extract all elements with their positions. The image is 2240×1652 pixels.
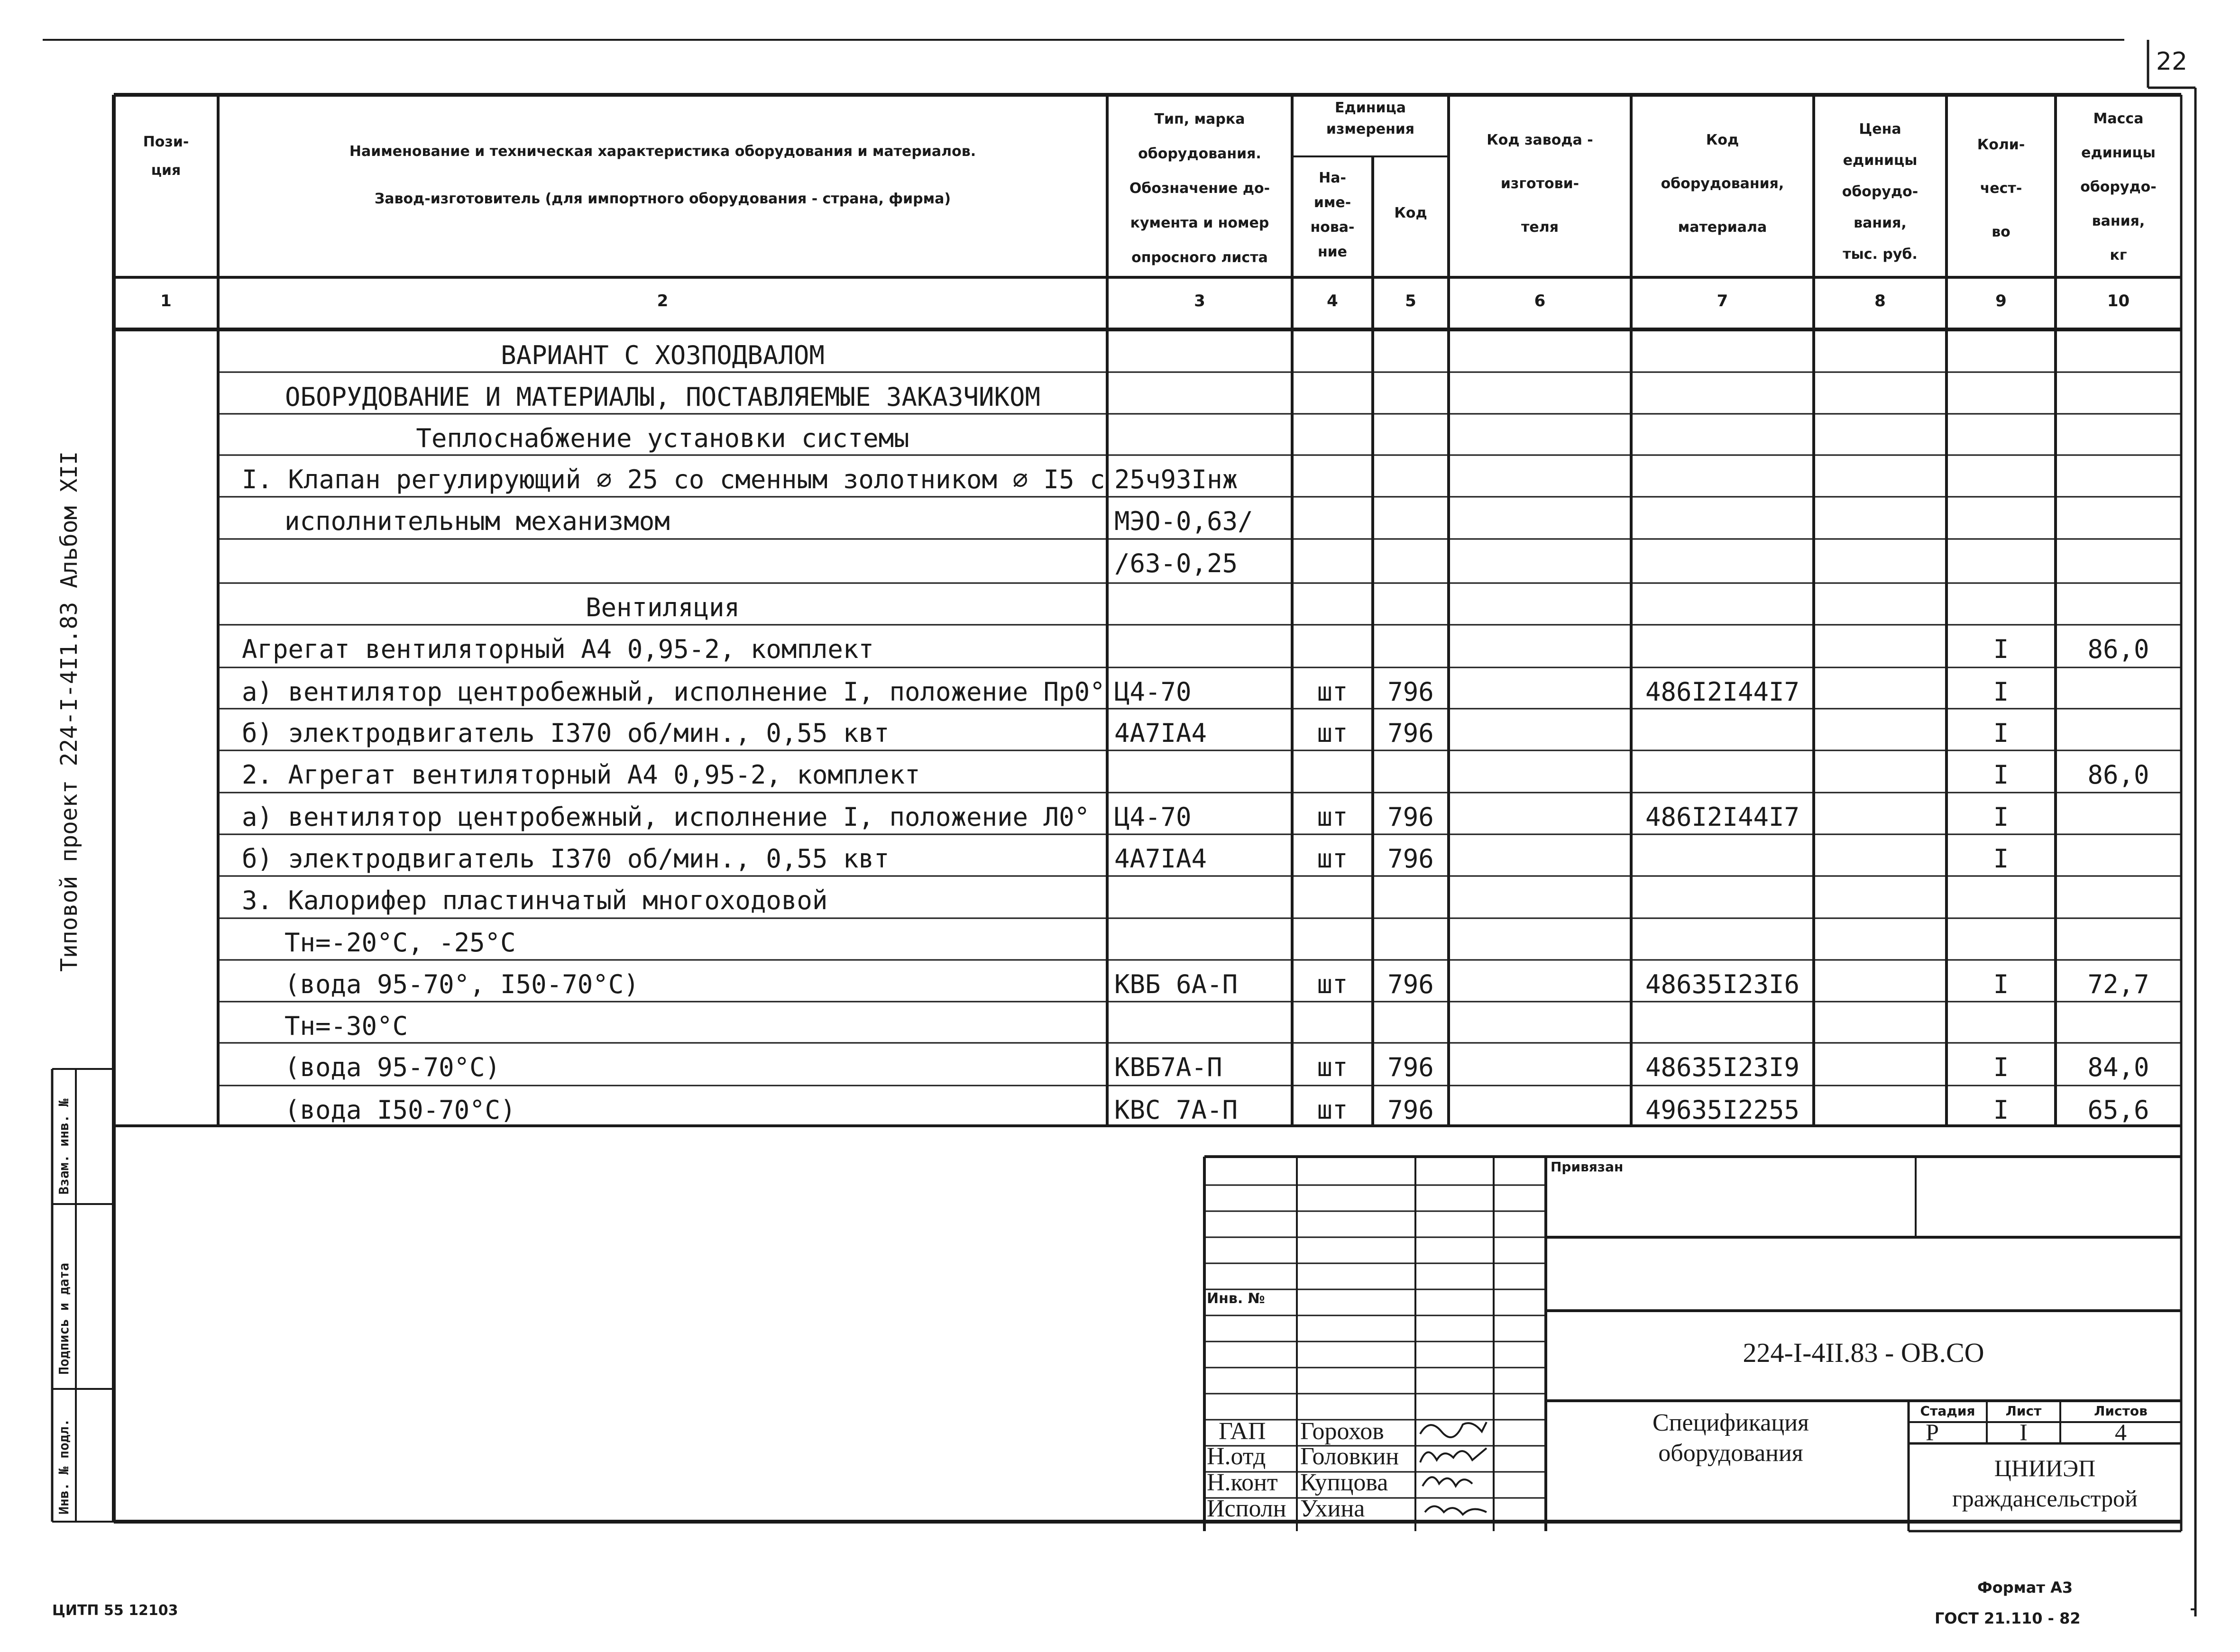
header-position: Пози- ция	[143, 134, 189, 179]
col-number-4: 4	[1327, 292, 1338, 310]
row-name: 2. Агрегат вентиляторный А4 0,95-2, комплект	[242, 760, 920, 790]
footer-left-code: ЦИТП 55 12103	[52, 1602, 178, 1619]
row-unit: шт	[1317, 802, 1348, 832]
row-type: КВБ 6А-П	[1114, 969, 1238, 999]
sheets-value: 4	[2115, 1419, 2127, 1445]
footer-format: Формат А3	[1977, 1579, 2073, 1597]
staff-role-gap: ГАП	[1219, 1418, 1266, 1445]
header-price: Цена единицы оборудо- вания, тыс. руб.	[1842, 121, 1919, 263]
row-mass: 65,6	[2087, 1095, 2149, 1125]
row-type: /63-0,25	[1114, 548, 1238, 578]
side-stamp-inventory: Инв. № подл.	[56, 1418, 72, 1515]
side-stamp-replacement: Взам. инв. №	[56, 1098, 72, 1195]
side-project-label: Типовой проект 224-І-4І1.83 Альбом XII	[56, 451, 83, 972]
row-type: КВБ7А-П	[1114, 1052, 1222, 1082]
staff-name-executor: Ухина	[1300, 1495, 1365, 1522]
row-name: исполнительным механизмом	[285, 506, 670, 536]
row-type: Ц4-70	[1114, 677, 1192, 707]
header-unit: Единица измерения	[1326, 100, 1415, 137]
row-type: 4А7IА4	[1114, 718, 1207, 748]
row-name: Тн=-30°С	[285, 1011, 408, 1041]
staff-name-control: Купцова	[1300, 1469, 1388, 1496]
row-name: а) вентилятор центробежный, исполнение I, положение Пр0°	[242, 677, 1105, 707]
row-name: (вода I50-70°С)	[285, 1095, 516, 1125]
row-unit-code: 796	[1387, 1052, 1434, 1082]
row-unit-code: 796	[1387, 677, 1434, 707]
row-name: б) электродвигатель I370 об/мин., 0,55 квт	[242, 718, 890, 748]
col-number-5: 5	[1405, 292, 1416, 310]
header-name: Наименование и техническая характеристика оборудования и материалов. Завод-изготовитель (для импортного оборудования - страна, фирма)	[349, 143, 976, 207]
document-code: 224-I-4II.83 - ОВ.СО	[1743, 1337, 1984, 1368]
row-unit: шт	[1317, 1095, 1348, 1125]
stage-label: Стадия	[1920, 1403, 1975, 1419]
row-equipment-code: 49635I2255	[1645, 1095, 1800, 1125]
row-unit: шт	[1317, 844, 1348, 874]
header-equipment-code: Код оборудования, материала	[1661, 132, 1784, 236]
col-number-2: 2	[657, 292, 669, 310]
row-quantity: I	[1993, 969, 2009, 999]
row-equipment-code: 486I2I44I7	[1645, 677, 1800, 707]
row-mass: 86,0	[2087, 760, 2149, 790]
organization: ЦНИИЭП граждансельстрой	[1952, 1455, 2138, 1512]
row-type: КВС 7А-П	[1114, 1095, 1238, 1125]
row-name: Агрегат вентиляторный А4 0,95-2, комплект	[242, 634, 874, 664]
row-unit-code: 796	[1387, 718, 1434, 748]
header-type: Тип, марка оборудования. Обозначение до- кумента и номер опросного листа	[1129, 111, 1270, 266]
row-unit-code: 796	[1387, 802, 1434, 832]
row-unit-code: 796	[1387, 969, 1434, 999]
row-quantity: I	[1993, 1095, 2009, 1125]
row-type: Ц4-70	[1114, 802, 1192, 832]
row-name: а) вентилятор центробежный, исполнение I, положение Л0°	[242, 802, 1090, 832]
row-equipment-code: 48635I23I6	[1645, 969, 1800, 999]
col-number-8: 8	[1874, 292, 1886, 310]
inv-no-label: Инв. №	[1207, 1290, 1265, 1307]
row-equipment-code: 486I2I44I7	[1645, 802, 1800, 832]
row-unit-code: 796	[1387, 1095, 1434, 1125]
row-mass: 72,7	[2087, 969, 2149, 999]
row-mass: 84,0	[2087, 1052, 2149, 1082]
sheet-label: Лист	[2005, 1403, 2042, 1419]
row-unit-code: 796	[1387, 844, 1434, 874]
header-maker-code: Код завода - изготови- теля	[1487, 132, 1593, 236]
staff-role-executor: Исполн	[1207, 1495, 1286, 1522]
staff-role-dept: Н.отд	[1207, 1443, 1266, 1470]
row-name: Вентиляция	[585, 593, 740, 622]
row-unit: шт	[1317, 969, 1348, 999]
row-quantity: I	[1993, 718, 2009, 748]
row-unit: шт	[1317, 718, 1348, 748]
row-unit: шт	[1317, 1052, 1348, 1082]
row-name: ОБОРУДОВАНИЕ И МАТЕРИАЛЫ, ПОСТАВЛЯЕМЫЕ ЗАКАЗЧИКОМ	[285, 382, 1041, 412]
row-quantity: I	[1993, 677, 2009, 707]
staff-name-dept: Головкин	[1300, 1443, 1399, 1470]
col-number-10: 10	[2107, 292, 2130, 310]
sheet-value: I	[2020, 1419, 2028, 1445]
staff-name-gap: Горохов	[1300, 1418, 1384, 1445]
row-name: (вода 95-70°С)	[285, 1052, 501, 1082]
header-unit-code: Код	[1394, 205, 1427, 221]
row-name: б) электродвигатель I370 об/мин., 0,55 квт	[242, 844, 890, 874]
header-quantity: Коли- чест- во	[1977, 137, 2025, 240]
col-number-6: 6	[1534, 292, 1546, 310]
col-number-1: 1	[160, 292, 172, 310]
document-title: Спецификация оборудования	[1652, 1409, 1809, 1467]
row-type: 25ч93Iнж	[1114, 465, 1238, 494]
row-quantity: I	[1993, 844, 2009, 874]
row-name: Тн=-20°С, -25°С	[285, 928, 516, 958]
row-quantity: I	[1993, 1052, 2009, 1082]
row-equipment-code: 48635I23I9	[1645, 1052, 1800, 1082]
sheets-label: Листов	[2094, 1403, 2148, 1419]
col-number-7: 7	[1717, 292, 1728, 310]
header-mass: Масса единицы оборудо- вания, кг	[2080, 110, 2157, 264]
header-unit-name: На- име- нова- ние	[1310, 170, 1355, 260]
side-stamp-signature: Подпись и дата	[56, 1262, 72, 1375]
row-quantity: I	[1993, 760, 2009, 790]
col-number-3: 3	[1194, 292, 1205, 310]
row-quantity: I	[1993, 634, 2009, 664]
row-type: МЭО-0,63/	[1114, 506, 1253, 536]
row-name: Теплоснабжение установки системы	[416, 423, 909, 453]
staff-role-control: Н.конт	[1207, 1469, 1278, 1496]
footer-gost: ГОСТ 21.110 - 82	[1935, 1609, 2081, 1627]
sheet-number: 22	[2156, 47, 2188, 76]
row-name: 3. Калорифер пластинчатый многоходовой	[242, 885, 828, 915]
signatures	[1415, 1415, 1494, 1531]
stage-value: Р	[1926, 1419, 1939, 1445]
col-number-9: 9	[1995, 292, 2007, 310]
row-unit: шт	[1317, 677, 1348, 707]
privyazan-label: Привязан	[1551, 1159, 1624, 1175]
row-quantity: I	[1993, 802, 2009, 832]
row-type: 4А7IА4	[1114, 844, 1207, 874]
row-name: ВАРИАНТ С ХОЗПОДВАЛОМ	[501, 340, 825, 370]
row-mass: 86,0	[2087, 634, 2149, 664]
row-name: (вода 95-70°, I50-70°С)	[285, 969, 639, 999]
row-name: I. Клапан регулирующий ∅ 25 со сменным золотником ∅ I5 с	[242, 465, 1105, 494]
